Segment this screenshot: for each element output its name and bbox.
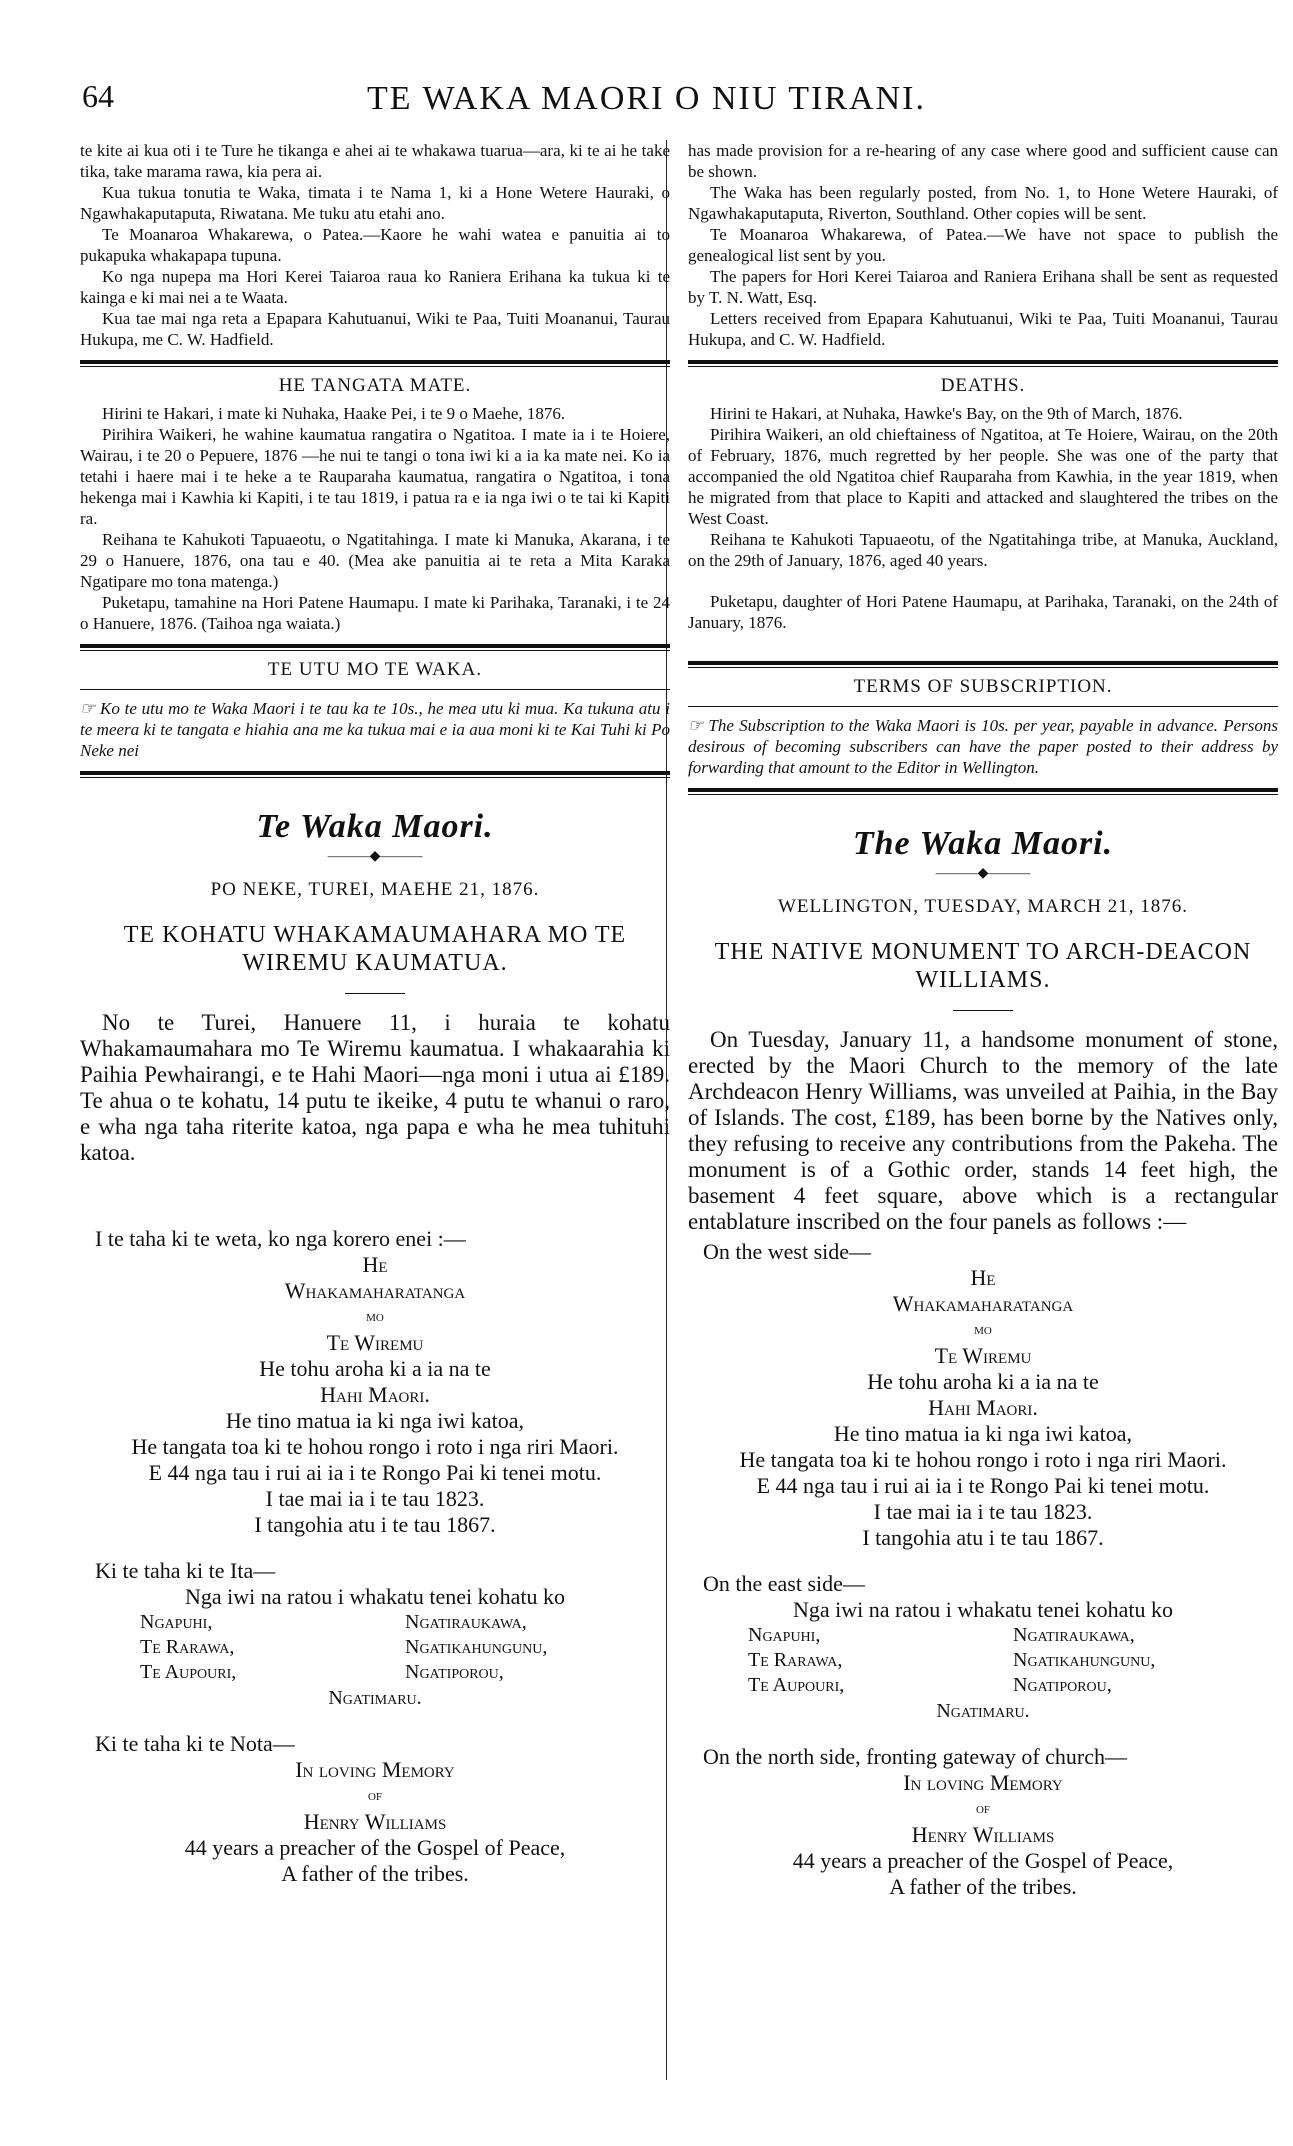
inscription-line: 44 years a preacher of the Gospel of Peace, [792, 1848, 1174, 1873]
inscription [688, 1265, 1278, 1551]
tribe: Te Aupouri, [748, 1674, 845, 1696]
inscription-line: He tino matua ia ki nga iwi katoa, [225, 1408, 525, 1433]
east-intro: Ki te taha ki te Ita— [95, 1558, 276, 1583]
section-rule [688, 360, 1278, 367]
section-rule [80, 771, 670, 778]
inscription-line: I tae mai ia i te tau 1823. [265, 1486, 485, 1511]
inscription-line: Whakamaharatanga [892, 1291, 1074, 1316]
right-column [688, 140, 1278, 1900]
notice: Kua tukua tonutia te Waka, timata i te Nama 1, ki a Hone Wetere Hauraki, o Ngawhakaputaputa, Riwatana. Me tuku atu etahi ano. [80, 183, 670, 223]
tribe: Te Rarawa, [748, 1649, 843, 1671]
inscription-line: of [367, 1787, 383, 1804]
notice: The papers for Hori Kerei Taiaroa and Raniera Erihana shall be sent as requested by T. N. Watt, Esq. [688, 267, 1278, 307]
inscription-line: In loving Memory [295, 1757, 455, 1782]
death-notice: Hirini te Hakari, i mate ki Nuhaka, Haake Pei, i te 9 o Maehe, 1876. [102, 404, 566, 423]
notice: Te Moanaroa Whakarewa, of Patea.—We have not space to publish the genealogical list sent by you. [688, 225, 1278, 265]
inscription-line: Henry Williams [911, 1822, 1055, 1847]
west-intro: I te taha ki te weta, ko nga korero enei :— [95, 1226, 466, 1251]
tribe: Ngatiraukawa, [405, 1611, 527, 1633]
tribe: Ngatikahungunu, [405, 1636, 548, 1658]
inscription-line: He [362, 1252, 388, 1277]
deaths-heading: HE TANGATA MATE. [278, 375, 472, 396]
section-rule [80, 360, 670, 367]
tribe: Ngatimaru. [328, 1687, 422, 1709]
deaths-list [80, 403, 670, 634]
death-notice: Pirihira Waikeri, he wahine kaumatua rangatira o Ngatitoa. I mate ia i te Hoiere, Wairau, i te 20 o Pepuere, 1876 —he nui te tangi o tona iwi ki a ia ka mate nei. Ko ia tetahi i haere mai i te heke a te Rauparaha kaumatua, rangatira o Ngatitoa, i tona hekenga mai i Kawhia ki Kapiti, i te tau 1819, i patua ra e ia nga iwi o te tai ki Kapiti ra. [80, 425, 670, 528]
inscription-line: He tohu aroha ki a ia na te [259, 1356, 491, 1381]
tribe: Ngatimaru. [936, 1700, 1030, 1722]
inscription-line: I tae mai ia i te tau 1823. [873, 1499, 1093, 1524]
left-column [80, 140, 670, 1887]
short-rule [345, 993, 405, 994]
north-intro: Ki te taha ki te Nota— [95, 1731, 295, 1756]
rule [688, 706, 1278, 707]
tribe: Ngatikahungunu, [1013, 1649, 1156, 1671]
notices [80, 140, 670, 350]
death-notice: Puketapu, daughter of Hori Patene Haumapu, at Parihaka, Taranaki, on the 24th of January, 1876. [688, 592, 1278, 632]
east-line: Nga iwi na ratou i whakatu tenei kohatu ko [792, 1597, 1173, 1622]
masthead: The Waka Maori. [852, 825, 1114, 862]
notice: Kua tae mai nga reta a Epapara Kahutuanui, Wiki te Paa, Tuiti Moananui, Taurau Hukupa, me C. W. Hadfield. [80, 309, 670, 349]
inscription [80, 1252, 670, 1538]
terms-heading: TE UTU MO TE WAKA. [267, 659, 483, 680]
inscription-line: 44 years a preacher of the Gospel of Peace, [184, 1835, 566, 1860]
inscription-line: I tangohia atu i te tau 1867. [254, 1512, 496, 1537]
death-notice: Reihana te Kahukoti Tapuaeotu, o Ngatitahinga. I mate ki Manuka, Akarana, i te 29 o Hanuere, 1876, ona tau e 40. (Mea ake panuitia ai te reta a Mita Karaka Ngatipare mo tona matenga.) [80, 530, 670, 591]
inscription-line: He [970, 1265, 996, 1290]
article-body: No te Turei, Hanuere 11, i huraia te kohatu Whakamaumahara mo Te Wiremu kaumatua. I whakaarahia ki Paihia Pewhairangi, e te Hahi Maori—nga moni i utua ai £189. Te ahua o te kohatu, 14 putu te ikeike, 4 putu te whanui o raro, e wha nga taha riterite katoa, nga papa e wha he mea tuhituhi katoa. [80, 1010, 670, 1165]
notice: Ko nga nupepa ma Hori Kerei Taiaroa raua ko Raniera Erihana ka tukua ki te kainga e ki mai nei a te Waata. [80, 267, 670, 307]
west-intro: On the west side— [703, 1239, 872, 1264]
terms-text: ☞ Ko te utu mo te Waka Maori i te tau ka te 10s., he mea utu ki mua. Ka tukuna atu i te meera ki te tangata e hiahia ana me ka tukua mai e ia aua moni ki te Kai Tuhi ki Po Neke nei [80, 699, 670, 760]
tribe: Ngapuhi, [748, 1624, 821, 1646]
inscription-line: Hahi Maori. [928, 1395, 1038, 1420]
inscription-line: E 44 nga tau i rui ai ia i te Rongo Pai ki tenei motu. [756, 1473, 1210, 1498]
notice: te kite ai kua oti i te Ture he tikanga e ahei ai te whakawa tuarua—ara, ki te ai he take tika, take marama rawa, kia pera ai. [80, 141, 670, 181]
inscription-line: Te Wiremu [326, 1330, 424, 1355]
deaths-heading: DEATHS. [940, 375, 1026, 396]
notice: The Waka has been regularly posted, from No. 1, to Hone Wetere Hauraki, of Ngawhakaputaputa, Riverton, Southland. Other copies will be sent. [688, 183, 1278, 223]
tribe: Ngatiraukawa, [1013, 1624, 1135, 1646]
inscription-line: E 44 nga tau i rui ai ia i te Rongo Pai ki tenei motu. [148, 1460, 602, 1485]
north-inscription [80, 1757, 670, 1887]
inscription-line: of [975, 1800, 991, 1817]
short-rule [953, 1010, 1013, 1011]
ornament: ———◆——— [935, 866, 1031, 881]
section-rule [688, 661, 1278, 668]
east-line: Nga iwi na ratou i whakatu tenei kohatu ko [184, 1584, 565, 1609]
terms-heading: TERMS OF SUBSCRIPTION. [853, 676, 1113, 697]
east-intro: On the east side— [703, 1571, 865, 1596]
tribe: Te Rarawa, [140, 1636, 235, 1658]
tribe: Ngatiporou, [405, 1661, 504, 1683]
inscription-line: Te Wiremu [934, 1343, 1032, 1368]
inscription-line: Henry Williams [303, 1809, 447, 1834]
death-notice: Puketapu, tamahine na Hori Patene Haumapu. I mate ki Parihaka, Taranaki, i te 24 o Hanuere, 1876. (Taihoa nga waiata.) [80, 593, 670, 633]
death-notice: Hirini te Hakari, at Nuhaka, Hawke's Bay, on the 9th of March, 1876. [710, 404, 1183, 423]
inscription-line: Whakamaharatanga [284, 1278, 466, 1303]
north-intro: On the north side, fronting gateway of church— [703, 1744, 1127, 1769]
rule [80, 689, 670, 690]
section-rule [80, 644, 670, 651]
inscription-line: In loving Memory [903, 1770, 1063, 1795]
article-title: THE NATIVE MONUMENT TO ARCH-DEACON WILLIAMS. [714, 939, 1252, 993]
dateline: WELLINGTON, TUESDAY, MARCH 21, 1876. [777, 896, 1189, 917]
section-rule [688, 788, 1278, 795]
death-notice: Pirihira Waikeri, an old chieftainess of Ngatitoa, at Te Hoiere, Wairau, on the 20th of February, 1876, much regretted by her people. She was one of the party that accompanied the old Ngatitoa chief Rauparaha from Kawhia, in the year 1819, when he migrated from that place to Kapiti and attacked and slaughtered the tribes on the West Coast. [688, 425, 1278, 528]
notice: Te Moanaroa Whakarewa, o Patea.—Kaore he wahi watea e panuitia ai to pukapuka whakapapa tupuna. [80, 225, 670, 265]
inscription-line: He tangata toa ki te hohou rongo i roto i nga riri Maori. [131, 1434, 619, 1459]
inscription-line: mo [974, 1321, 992, 1338]
page-number: 64 [82, 78, 114, 114]
tribe: Ngapuhi, [140, 1611, 213, 1633]
tribes-list [688, 1623, 1278, 1698]
inscription-line: A father of the tribes. [889, 1874, 1077, 1899]
notice: Letters received from Epapara Kahutuanui, Wiki te Paa, Tuiti Moananui, Taurau Hukupa, and C. W. Hadfield. [688, 309, 1278, 349]
inscription-line: He tangata toa ki te hohou rongo i roto i nga riri Maori. [739, 1447, 1227, 1472]
deaths-list [688, 403, 1278, 633]
tribe: Te Aupouri, [140, 1661, 237, 1683]
inscription-line: I tangohia atu i te tau 1867. [862, 1525, 1104, 1550]
inscription-line: A father of the tribes. [281, 1861, 469, 1886]
ornament: ———◆——— [327, 849, 423, 864]
terms-text: ☞ The Subscription to the Waka Maori is 10s. per year, payable in advance. Persons desirous of becoming subscribers can have the paper posted to their address by forwarding that amount to the Editor in Wellington. [688, 716, 1278, 777]
running-head: TE WAKA MAORI O NIU TIRANI. [367, 80, 926, 117]
tribe: Ngatiporou, [1013, 1674, 1112, 1696]
inscription-line: mo [366, 1308, 384, 1325]
notice: has made provision for a re-hearing of any case where good and sufficient cause can be shown. [688, 141, 1278, 181]
inscription-line: He tino matua ia ki nga iwi katoa, [833, 1421, 1133, 1446]
article-title: TE KOHATU WHAKAMAUMAHARA MO TE WIREMU KAUMATUA. [123, 922, 627, 976]
death-notice: Reihana te Kahukoti Tapuaeotu, of the Ngatitahinga tribe, at Manuka, Auckland, on the 29th of January, 1876, aged 40 years. [688, 530, 1278, 570]
tribes-list [80, 1610, 670, 1685]
inscription-line: He tohu aroha ki a ia na te [867, 1369, 1099, 1394]
north-inscription [688, 1770, 1278, 1900]
dateline: PO NEKE, TUREI, MAEHE 21, 1876. [210, 879, 540, 900]
inscription-line: Hahi Maori. [320, 1382, 430, 1407]
masthead: Te Waka Maori. [256, 808, 494, 845]
notices [688, 140, 1278, 350]
article-body: On Tuesday, January 11, a handsome monument of stone, erected by the Maori Church to the memory of the late Archdeacon Henry Williams, was unveiled at Paihia, in the Bay of Islands. The cost, £189, has been borne by the Natives only, they refusing to receive any contributions from the Pakeha. The monument is of a Gothic order, stands 14 feet high, the basement 4 feet square, above which is a rectangular entablature inscribed on the four panels as follows :— [688, 1027, 1278, 1234]
